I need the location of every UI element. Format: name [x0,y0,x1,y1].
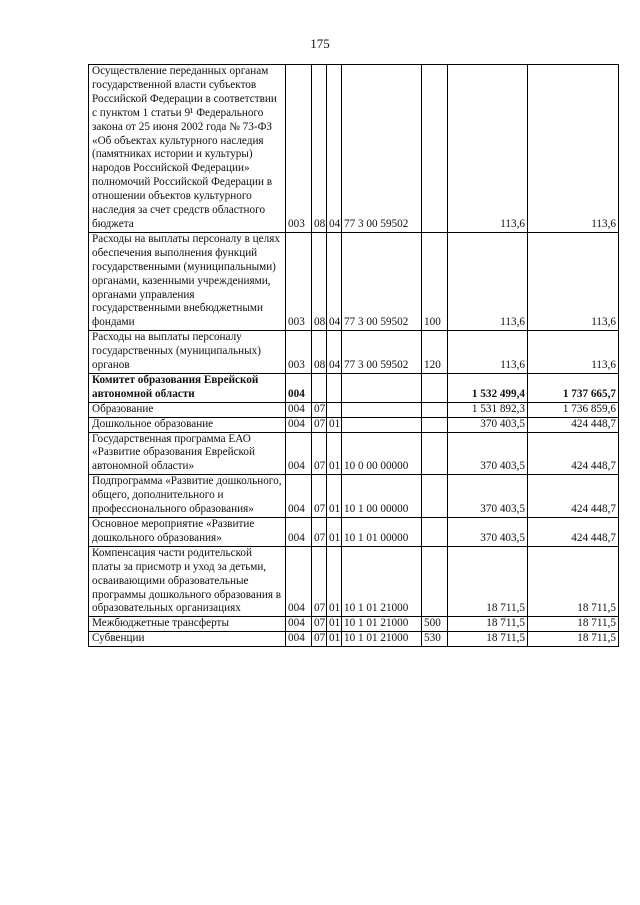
row-name-text: Расходы на выплаты персоналу государственных (муниципальных) органов [92,331,261,372]
amount-year2-cell [528,417,619,432]
amount-year2-cell [528,373,619,402]
subsection-code-cell [327,546,342,617]
row-name-text: Компенсация части родительской платы за присмотр и уход за детьми, осваивающими образовательные программы дошкольного образования в образовательных организациях [92,546,282,615]
ministry-code-cell [286,632,312,647]
amount-year2-cell [528,232,619,330]
amount-year2-text: 113,6 [591,359,616,372]
target-article-text: 10 0 00 00000 [344,460,409,473]
amount-year2-cell [528,518,619,547]
amount-year2-cell [528,546,619,617]
subsection-code-text: 01 [329,460,341,473]
ministry-code-text: 004 [288,460,305,473]
expense-type-cell [422,432,448,475]
section-code-cell [312,373,327,402]
subsection-code-cell [327,331,342,374]
amount-year1-text: 370 403,5 [480,460,525,473]
expense-type-text: 120 [424,359,441,372]
subsection-code-cell [327,617,342,632]
amount-year1-text: 1 532 499,4 [471,387,525,400]
section-code-cell [312,632,327,647]
ministry-code-text: 004 [288,602,305,615]
row-name-text: Расходы на выплаты персоналу в целях обеспечения выполнения функций государственными (муниципальными) органами, казенными учреждениями, органами управления государственными внебюджетными фондами [92,232,280,329]
row-name-cell [89,417,286,432]
row-name-text: Осуществление переданных органам государственной власти субъектов Российской Федерации в соответствии с пунктом 1 статьи 9¹ Федерального закона от 25 июня 2002 года № 73-ФЗ «Об объектах культурного наследия (памятниках истории и культуры) народов Российской Федерации» полномочий Российской Федерации в отношении объектов культурного наследия за счет средств областного бюджета [92,65,277,230]
section-code-text: 08 [314,316,326,329]
amount-year2-text: 18 711,5 [577,632,616,645]
row-name-cell [89,432,286,475]
section-code-text: 07 [314,503,326,516]
amount-year1-text: 370 403,5 [480,417,525,430]
target-article-text: 10 1 01 21000 [344,602,409,615]
row-name-text: Субвенции [92,632,145,645]
expense-type-text: 100 [424,316,441,329]
ministry-code-cell [286,65,312,233]
subsection-code-cell [327,417,342,432]
amount-year2-text: 18 711,5 [577,602,616,615]
expense-type-cell [422,617,448,632]
section-code-text: 07 [314,617,326,630]
amount-year2-text: 424 448,7 [571,503,616,516]
section-code-cell [312,617,327,632]
target-article-cell [342,373,422,402]
amount-year1-cell [448,432,528,475]
table-row [89,65,619,233]
amount-year2-cell [528,331,619,374]
amount-year1-cell [448,373,528,402]
ministry-code-cell [286,417,312,432]
subsection-code-cell [327,373,342,402]
target-article-cell [342,617,422,632]
row-name-cell [89,331,286,374]
subsection-code-text: 01 [329,417,341,430]
amount-year1-text: 113,6 [500,359,525,372]
amount-year2-text: 113,6 [591,217,616,230]
amount-year2-cell [528,432,619,475]
expense-type-cell [422,331,448,374]
subsection-code-cell [327,475,342,518]
section-code-cell [312,402,327,417]
row-name-cell [89,546,286,617]
ministry-code-text: 004 [288,417,305,430]
amount-year1-cell [448,617,528,632]
ministry-code-cell [286,331,312,374]
table-row [89,432,619,475]
amount-year2-text: 1 736 859,6 [562,402,616,415]
subsection-code-cell [327,432,342,475]
table-row [89,373,619,402]
target-article-text: 10 1 00 00000 [344,503,409,516]
expense-type-cell [422,65,448,233]
ministry-code-cell [286,402,312,417]
row-name-cell [89,518,286,547]
row-name-cell [89,232,286,330]
ministry-code-text: 003 [288,316,305,329]
row-name-text: Образование [92,402,154,415]
section-code-text: 07 [314,602,326,615]
expense-type-cell [422,232,448,330]
target-article-text: 77 3 00 59502 [344,217,409,230]
subsection-code-cell [327,65,342,233]
expense-type-text: 530 [424,632,441,645]
expense-type-cell [422,546,448,617]
amount-year1-text: 18 711,5 [486,602,525,615]
ministry-code-text: 004 [288,402,305,415]
expense-type-cell [422,518,448,547]
expense-type-cell [422,417,448,432]
section-code-cell [312,331,327,374]
ministry-code-cell [286,232,312,330]
amount-year2-cell [528,402,619,417]
row-name-cell [89,632,286,647]
target-article-cell [342,232,422,330]
subsection-code-text: 04 [329,217,341,230]
table-row [89,546,619,617]
target-article-text: 10 1 01 21000 [344,617,409,630]
row-name-cell [89,65,286,233]
target-article-text: 77 3 00 59502 [344,359,409,372]
amount-year2-text: 424 448,7 [571,417,616,430]
subsection-code-text: 01 [329,503,341,516]
table-row [89,232,619,330]
target-article-cell [342,402,422,417]
amount-year1-cell [448,402,528,417]
amount-year1-cell [448,475,528,518]
section-code-cell [312,232,327,330]
ministry-code-text: 004 [288,632,305,645]
subsection-code-cell [327,632,342,647]
expense-type-cell [422,373,448,402]
subsection-code-text: 04 [329,316,341,329]
row-name-cell [89,475,286,518]
amount-year2-text: 113,6 [591,316,616,329]
section-code-text: 07 [314,417,326,430]
amount-year2-text: 1 737 665,7 [562,387,616,400]
table-row [89,617,619,632]
section-code-cell [312,432,327,475]
ministry-code-cell [286,546,312,617]
amount-year2-text: 424 448,7 [571,460,616,473]
amount-year2-cell [528,632,619,647]
target-article-cell [342,632,422,647]
ministry-code-text: 004 [288,387,305,400]
ministry-code-text: 003 [288,359,305,372]
amount-year2-cell [528,65,619,233]
row-name-text: Подпрограмма «Развитие дошкольного, общего, дополнительного и профессионального образования» [92,475,282,516]
amount-year1-text: 113,6 [500,217,525,230]
section-code-cell [312,417,327,432]
section-code-cell [312,518,327,547]
target-article-cell [342,65,422,233]
section-code-text: 07 [314,460,326,473]
amount-year1-text: 1 531 892,3 [471,402,525,415]
row-name-text: Государственная программа ЕАО «Развитие образования Еврейской автономной области» [92,432,255,473]
amount-year1-text: 18 711,5 [486,617,525,630]
amount-year1-text: 113,6 [500,316,525,329]
target-article-text: 77 3 00 59502 [344,316,409,329]
section-code-cell [312,475,327,518]
section-code-text: 08 [314,359,326,372]
ministry-code-cell [286,475,312,518]
row-name-text: Комитет образования Еврейской автономной области [92,373,259,400]
table-row [89,632,619,647]
amount-year1-cell [448,632,528,647]
table-row [89,518,619,547]
budget-table [88,64,619,647]
subsection-code-cell [327,518,342,547]
section-code-text: 07 [314,531,326,544]
amount-year2-text: 424 448,7 [571,531,616,544]
table-row [89,331,619,374]
ministry-code-cell [286,373,312,402]
table-row [89,417,619,432]
amount-year1-cell [448,331,528,374]
target-article-cell [342,518,422,547]
target-article-text: 10 1 01 21000 [344,632,409,645]
amount-year1-cell [448,518,528,547]
amount-year1-text: 370 403,5 [480,503,525,516]
ministry-code-text: 004 [288,503,305,516]
target-article-cell [342,331,422,374]
table-row [89,402,619,417]
ministry-code-cell [286,432,312,475]
section-code-cell [312,546,327,617]
subsection-code-text: 01 [329,632,341,645]
amount-year2-text: 18 711,5 [577,617,616,630]
row-name-text: Дошкольное образование [92,417,214,430]
target-article-cell [342,417,422,432]
row-name-text: Основное мероприятие «Развитие дошкольного образования» [92,518,255,544]
table-row [89,475,619,518]
subsection-code-text: 01 [329,617,341,630]
section-code-text: 07 [314,402,326,415]
ministry-code-text: 004 [288,617,305,630]
subsection-code-cell [327,402,342,417]
ministry-code-cell [286,518,312,547]
amount-year1-text: 370 403,5 [480,531,525,544]
expense-type-text: 500 [424,617,441,630]
target-article-cell [342,432,422,475]
budget-table-body [89,65,619,647]
subsection-code-text: 01 [329,531,341,544]
expense-type-cell [422,475,448,518]
target-article-cell [342,546,422,617]
section-code-cell [312,65,327,233]
amount-year2-cell [528,475,619,518]
expense-type-cell [422,402,448,417]
amount-year1-text: 18 711,5 [486,632,525,645]
amount-year1-cell [448,546,528,617]
amount-year2-cell [528,617,619,632]
amount-year1-cell [448,232,528,330]
subsection-code-text: 04 [329,359,341,372]
ministry-code-text: 004 [288,531,305,544]
ministry-code-cell [286,617,312,632]
row-name-cell [89,402,286,417]
expense-type-cell [422,632,448,647]
row-name-cell [89,373,286,402]
target-article-cell [342,475,422,518]
target-article-text: 10 1 01 00000 [344,531,409,544]
ministry-code-text: 003 [288,217,305,230]
subsection-code-text: 01 [329,602,341,615]
section-code-text: 08 [314,217,326,230]
row-name-text: Межбюджетные трансферты [92,617,229,630]
page-number: 175 [310,36,330,51]
amount-year1-cell [448,417,528,432]
subsection-code-cell [327,232,342,330]
row-name-cell [89,617,286,632]
section-code-text: 07 [314,632,326,645]
amount-year1-cell [448,65,528,233]
